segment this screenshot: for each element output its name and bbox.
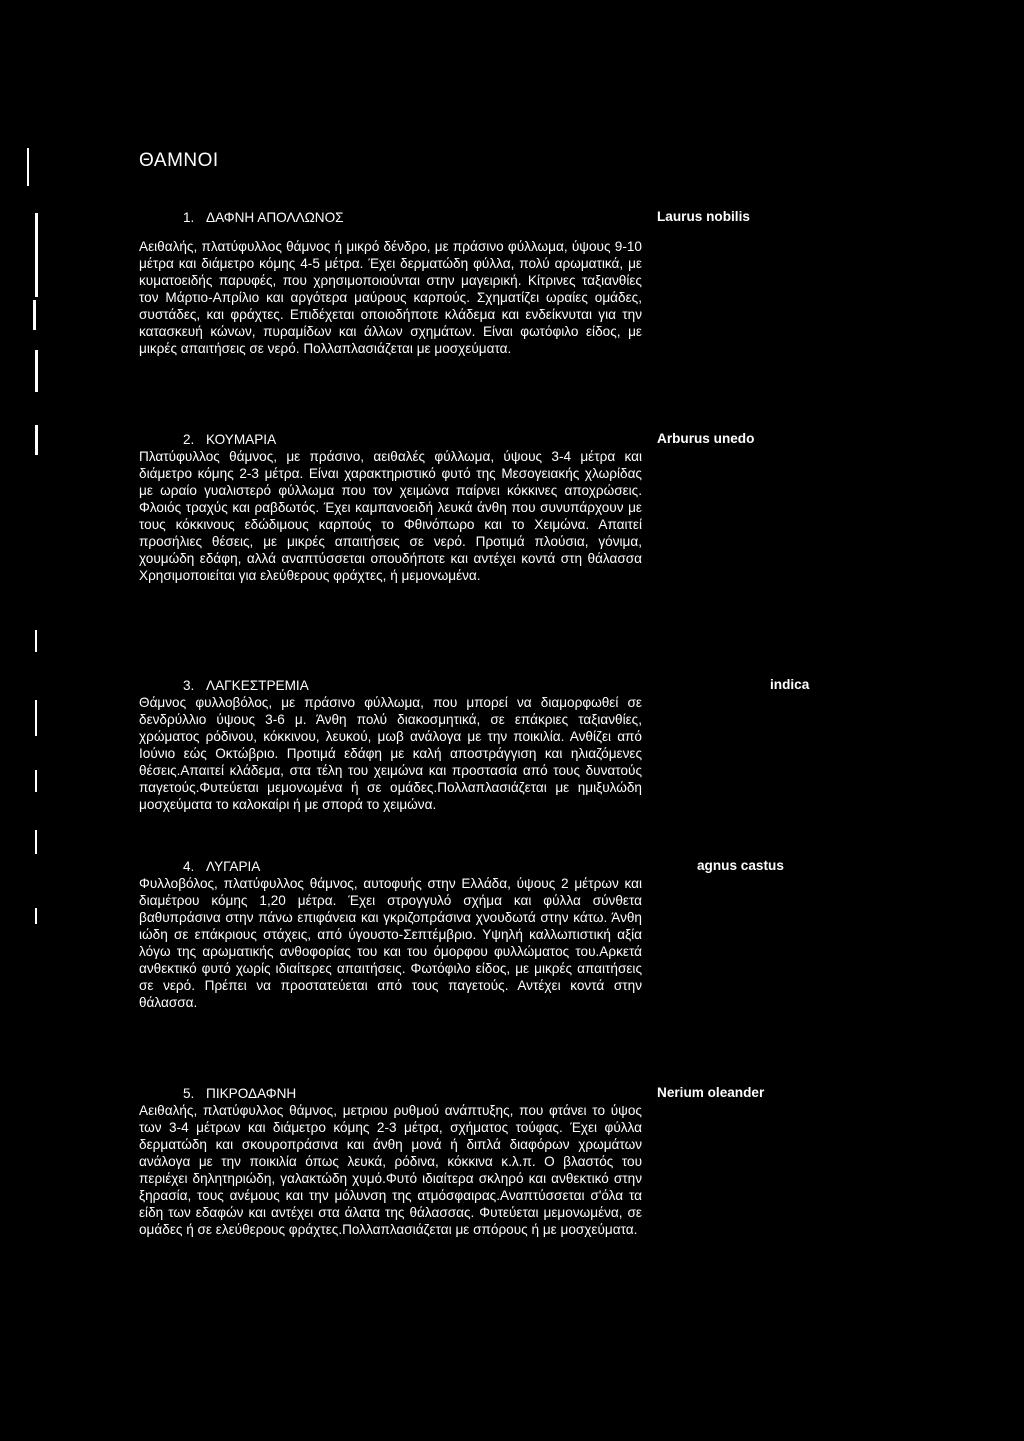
entry-heading [139, 677, 642, 694]
plant-entry-5 [139, 1085, 642, 1238]
plant-entry-1 [139, 209, 642, 357]
entry-number: 4. [183, 859, 195, 874]
entry-heading [139, 209, 642, 226]
entry-description: Πλατύφυλλος θάμνος, με πράσινο, αειθαλές φύλλωμα, ύψους 3-4 μέτρα και διάμετρο κόμης 2-3 μέτρα. Είναι χαρακτηριστικό φυτό της Μεσογειακής χλωρίδας με ωραίο γυαλιστερό φύλλωμα που τον χειμώνα παίρνει κόκκινες αποχρώσεις. Φλοιός τραχύς και ραβδωτός. Έχει καμπανοειδή λευκά άνθη που συνυπάρχουν με τους κόκκινους εδώδιμους καρπούς το Φθινόπωρο και το Χειμώνα. Απαιτεί προσήλιες θέσεις, με μικρές απαιτήσεις σε νερό. Προτιμά πλούσια, γόνιμα, χουμώδη εδάφη, αλλά αναπτύσσεται οπουδήποτε και αντέχει κοντά στη θάλασσα Χρησιμοποιείται για ελεύθερους φράχτες, ή μεμονωμένα. [139, 449, 642, 583]
entry-heading [139, 1085, 642, 1102]
entry-description: Φυλλοβόλος, πλατύφυλλος θάμνος, αυτοφυής στην Ελλάδα, ύψους 2 μέτρων και διαμέτρου κόμης 1,20 μέτρα. Έχει στρογγυλό σχήμα και φύλλα σύνθετα βαθυπράσινα στην πάνω επιφάνεια και γκριζοπράσινα χνουδωτά στην κάτω. Άνθη ιώδη σε επάκριους στάχεις, από ύγουστο-Σεπτέμβριο. Υψηλή καλλωπιστική αξία λόγω της αρωματικής ανθοφορίας του και του όμορφου φυλλώματος του.Αρκετά ανθεκτικό φυτό χωρίς ιδιαίτερες απαιτήσεις. Φωτόφιλο είδος, με μικρές απαιτήσεις σε νερό. Πρέπει να προστατεύεται από τους παγετούς. Αντέχει κοντά στην θάλασσα. [139, 876, 642, 1010]
entry-description: Αειθαλής, πλατύφυλλος θάμνος, μετριου ρυθμού ανάπτυξης, που φτάνει το ύψος των 3-4 μέτρων και διάμετρο κόμης 2-3 μέτρα, σχήματος τούφας. Έχει φύλλα δερματώδη και σκουροπράσινα και άνθη μονά ή διπλά διαφόρων χρωμάτων ανάλογα με την ποικιλία όπως λευκά, ρόδινα, κόκκινα κ.λ.π. Ο βλαστός του περιέχει δηλητηριώδη, γαλακτώδη χυμό.Φυτό ιδιαίτερα σκληρό και ανθεκτικό στην ξηρασία, τους ανέμους και την μόλυνση της ατμόσφαιρας.Αναπτύσσεται σ'όλα τα είδη των εδαφών και αντέχει στα άλατα της θάλασσας. Φυτεύεται μεμονωμένα, σε ομάδες ή σε ελεύθερους φράχτες.Πολλαπλασιάζεται με σπόρους ή με μοσχεύματα. [139, 1103, 642, 1237]
entry-latin-name: Arburus unedo [657, 431, 755, 446]
scan-mark [35, 213, 38, 297]
plant-entry-3 [139, 677, 642, 813]
entry-number: 5. [183, 1086, 195, 1101]
scan-mark [35, 908, 37, 924]
entry-latin-name: Laurus nobilis [657, 209, 750, 224]
entry-description: Αειθαλής, πλατύφυλλος θάμνος ή μικρό δένδρο, με πράσινο φύλλωμα, ύψους 9-10 μέτρα και διάμετρο κόμης 4-5 μέτρα. Έχει δερματώδη φύλλα, πολύ αρωματικά, με κυματοειδής παρυφές, που χρησιμοποιούνται στην μαγειρική. Κίτρινες ταξιανθίες τον Μάρτιο-Απρίλιο και αργότερα μαύρους καρπούς. Σχηματίζει ωραίες ομάδες, συστάδες, και φράχτες. Επιδέχεται οποιοδήποτε κλάδεμα και ενδείκνυται για την κατασκευή κώνων, πυραμίδων και άλλων σχημάτων. Είναι φωτόφιλο είδος, με μικρές απαιτήσεις σε νερό. Πολλαπλασιάζεται με μοσχεύματα. [139, 239, 642, 356]
scan-mark [35, 425, 38, 455]
entry-name: ΠΙΚΡΟΔΑΦΝΗ [206, 1086, 297, 1101]
scan-mark [35, 630, 37, 652]
entry-heading [139, 431, 642, 448]
entry-latin-name: Nerium oleander [657, 1085, 765, 1100]
scan-mark [27, 148, 29, 186]
entry-name: ΔΑΦΝΗ ΑΠΟΛΛΩΝΟΣ [206, 210, 344, 225]
entry-name: ΚΟΥΜΑΡΙΑ [206, 432, 277, 447]
plant-entry-2 [139, 431, 642, 584]
scan-mark [35, 350, 38, 392]
scan-mark [35, 700, 37, 736]
entry-name: ΛΥΓΑΡΙΑ [206, 859, 261, 874]
entry-latin-name: agnus castus [697, 858, 784, 873]
entry-number: 2. [183, 432, 195, 447]
plant-entry-4 [139, 858, 642, 1011]
scan-mark [35, 830, 37, 854]
entry-number: 3. [183, 678, 195, 693]
entry-name: ΛΑΓΚΕΣΤΡΕΜΙΑ [206, 678, 309, 693]
entry-number: 1. [183, 210, 195, 225]
scan-mark [35, 770, 37, 792]
entry-latin-name: indica [770, 677, 810, 692]
entry-description: Θάμνος φυλλοβόλος, με πράσινο φύλλωμα, που μπορεί να διαμορφωθεί σε δενδρύλλιο ύψους 3-6 μ. Άνθη πολύ διακοσμητικά, σε επάκριες ταξιανθίες, χρώματος ρόδινου, κόκκινου, λευκού, μωβ ανάλογα με την ποικιλία. Ανθίζει από Ιούνιο εώς Οκτώβριο. Προτιμά εδάφη με καλή αποστράγγιση και ηλιαζόμενες θέσεις.Απαιτεί κλάδεμα, στα τέλη του χειμώνα και προστασία από τους δυνατούς παγετούς.Φυτεύεται μεμονωμένα ή σε ομάδες.Πολλαπλασιάζεται με ημιξυλώδη μοσχεύματα το καλοκαίρι ή με σπορά το χειμώνα. [139, 695, 642, 812]
scan-mark [33, 300, 36, 330]
entry-heading [139, 858, 642, 875]
page-title: ΘΑΜΝΟΙ [139, 150, 219, 171]
